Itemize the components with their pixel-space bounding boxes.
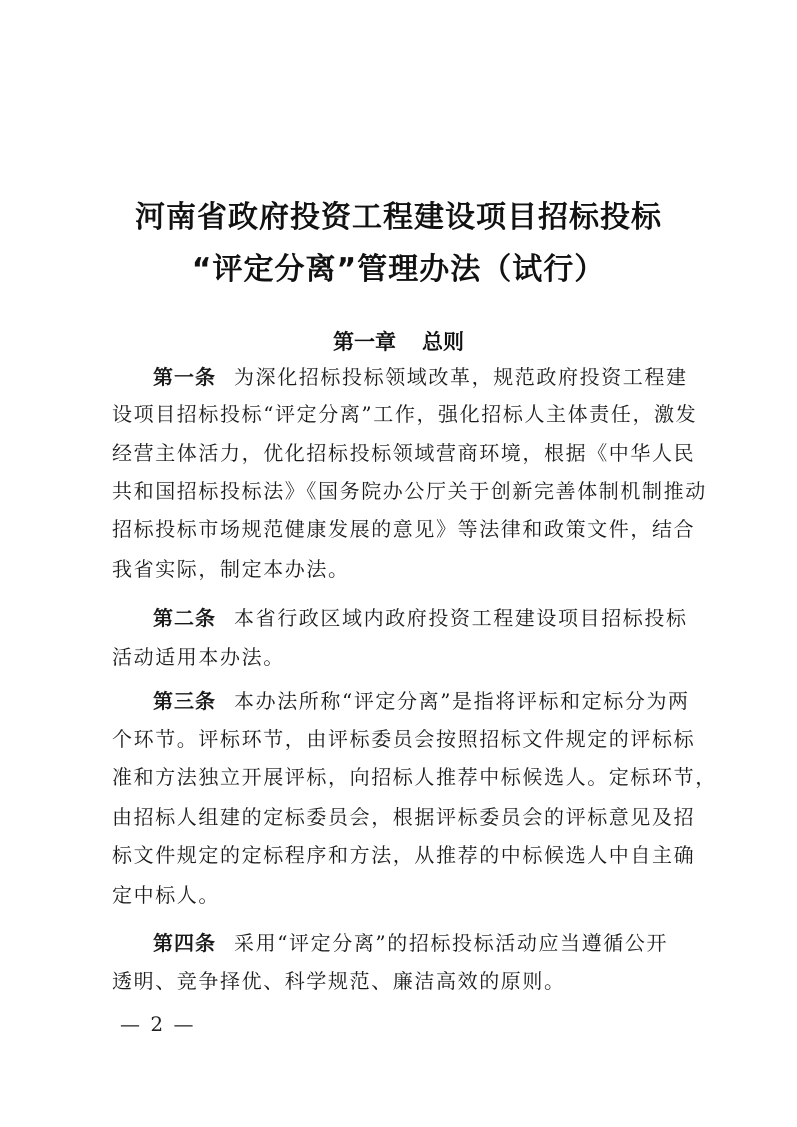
article-3-line-4: 由招标人组建的定标委员会，根据评标委员会的评标意见及招 xyxy=(112,805,696,829)
article-2-line-1 xyxy=(153,605,696,631)
article-2-label: 第二条 xyxy=(153,606,216,630)
article-2-text: 本省行政区域内政府投资工程建设项目招标投标 xyxy=(234,606,688,630)
document-title-line2: “评定分离”管理办法（试行） xyxy=(191,252,606,287)
article-1-label: 第一条 xyxy=(153,365,216,389)
article-3-line-2: 个环节。评标环节，由评标委员会按照招标文件规定的评标标 xyxy=(112,727,696,751)
page-number: — 2 — xyxy=(120,1012,196,1036)
article-4-line-1 xyxy=(153,930,696,956)
article-1-line-6: 我省实际，制定本办法。 xyxy=(112,557,350,581)
article-1-line-1 xyxy=(153,364,696,390)
article-1-line-2: 设项目招标投标“评定分离”工作，强化招标人主体责任，激发 xyxy=(112,402,698,426)
article-1-line-4: 共和国招标投标法》《国务院办公厅关于创新完善体制机制推动 xyxy=(112,479,707,503)
article-4-label: 第四条 xyxy=(153,931,216,955)
article-1-text: 为深化招标投标领域改革，规范政府投资工程建 xyxy=(234,365,688,389)
article-4-text: 采用“评定分离”的招标投标活动应当遵循公开 xyxy=(234,931,669,955)
article-1-line-5: 招标投标市场规范健康发展的意见》等法律和政策文件，结合 xyxy=(112,517,696,541)
article-3-line-5: 标文件规定的定标程序和方法，从推荐的中标候选人中自主确 xyxy=(112,843,696,867)
article-3-label: 第三条 xyxy=(153,689,216,713)
article-1-line-3: 经营主体活力，优化招标投标领域营商环境，根据《中华人民 xyxy=(112,441,696,465)
article-3-line-6: 定中标人。 xyxy=(112,883,220,907)
article-2-line-2: 活动适用本办法。 xyxy=(112,645,285,669)
document-title-line1: 河南省政府投资工程建设项目招标投标 xyxy=(135,200,662,235)
chapter-number: 第一章 xyxy=(333,330,396,354)
chapter-name: 总则 xyxy=(422,330,464,354)
chapter-heading xyxy=(0,326,797,356)
article-3-text: 本办法所称“评定分离”是指将评标和定标分为两 xyxy=(234,689,690,713)
article-4-line-2: 透明、竞争择优、科学规范、廉洁高效的原则。 xyxy=(112,969,566,993)
article-3-line-1 xyxy=(153,688,696,714)
article-3-line-3: 准和方法独立开展评标，向招标人推荐中标候选人。定标环节， xyxy=(112,765,717,789)
